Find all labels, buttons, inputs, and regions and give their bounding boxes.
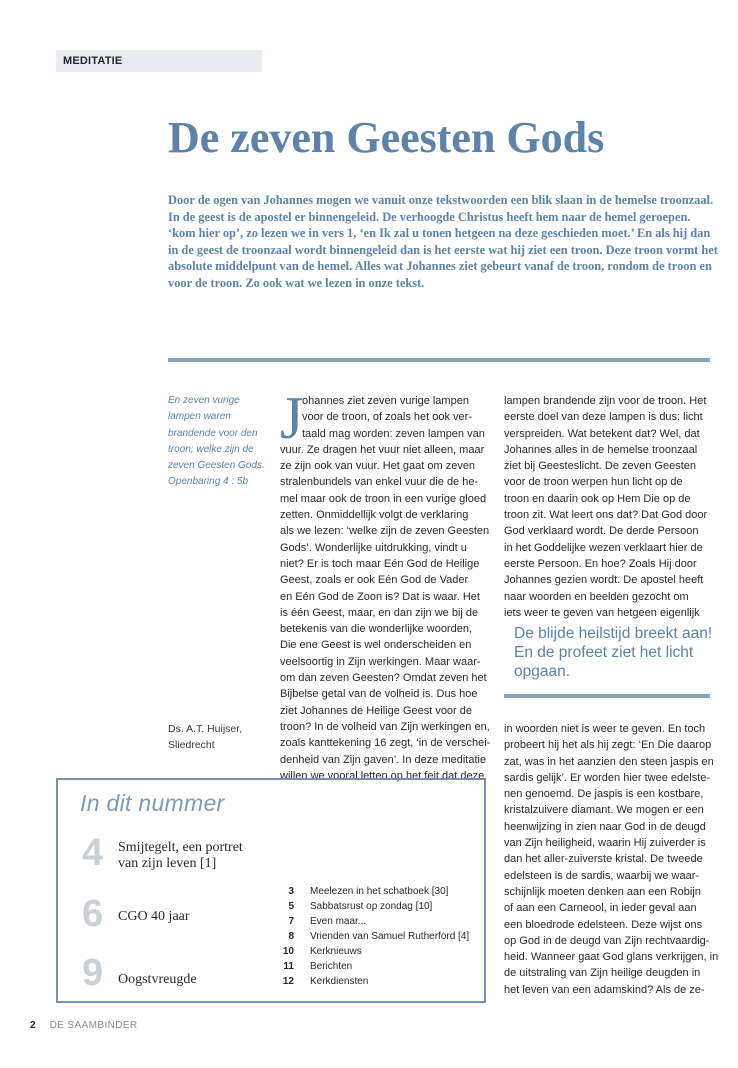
contents-page: 3 bbox=[288, 886, 294, 897]
body-line: Johannes gezien wordt. De apostel heeft bbox=[504, 574, 704, 587]
contents-label: Kerknieuws bbox=[310, 946, 362, 957]
body-line: de uitstraling van Zijn heilige deugden in bbox=[504, 967, 701, 980]
contents-label: Berichten bbox=[310, 961, 353, 972]
body-line: Die ene Geest is wel onderscheiden en bbox=[280, 639, 472, 652]
body-line: veelsoortig in Zijn werkingen. Maar waar- bbox=[280, 655, 481, 668]
body-line: voor de troon werpen hun licht op de bbox=[504, 476, 683, 489]
contents-label: Sabbatsrust op zondag [10] bbox=[310, 901, 433, 912]
body-line: Bijbelse getal van de volheid is. Dus hoe bbox=[280, 688, 478, 701]
pull-quote-divider bbox=[504, 694, 710, 698]
body-line: en Eén God de Zoon is? Dat is waar. Het bbox=[280, 590, 480, 603]
body-line: is één Geest, maar, en dan zijn we bij de bbox=[280, 606, 479, 619]
body-column-1 bbox=[280, 393, 490, 784]
contents-list bbox=[280, 884, 480, 989]
body-line: ze zijn ook van vuur. Het gaat om zeven bbox=[280, 460, 476, 473]
body-line: dan het aller-zuiverste kristal. De tweede bbox=[504, 853, 703, 866]
body-line: nen genoemd. De jaspis is een kostbare, bbox=[504, 788, 704, 801]
body-line: troon? In de volheid van Zijn werkingen en, bbox=[280, 720, 490, 733]
body-line: troon en daarin ook op Hem Die op de bbox=[504, 492, 691, 505]
pull-quote: De blijde heilstijd breekt aan! En de profeet ziet het licht opgaan. bbox=[514, 625, 713, 680]
body-line: eerste Persoon. En hoe? Zoals Hij door bbox=[504, 557, 697, 570]
drop-cap: J bbox=[280, 385, 304, 451]
contents-heading: In dit nummer bbox=[80, 790, 225, 816]
body-line: ziet Johannes de Heilige Geest voor de bbox=[280, 704, 473, 717]
featured-item-line: van zijn leven [1] bbox=[118, 856, 217, 871]
body-line: lampen brandende zijn voor de troon. Het bbox=[504, 395, 707, 407]
contents-page: 12 bbox=[282, 976, 294, 987]
featured-item[interactable] bbox=[118, 909, 190, 925]
body-line: sardis gelijk’. Er worden hier twee edelste- bbox=[504, 771, 711, 784]
body-line: vuur. Ze dragen het vuur niet alleen, maar bbox=[280, 443, 485, 456]
contents-row[interactable] bbox=[280, 884, 480, 899]
body-line: op God in de deugd van Zijn rechtvaardig- bbox=[504, 934, 710, 947]
featured-item-line: Oogstvreugde bbox=[118, 972, 197, 987]
body-line: ziet bij Geesteslicht. De zeven Geesten bbox=[504, 460, 696, 473]
body-line: mel maar ook de troon in een vurige gloed bbox=[280, 492, 487, 505]
body-line: iets weer te geven van hetgeen eigenlijk bbox=[504, 606, 700, 619]
body-line: verspreiden. Wat betekent dat? Wel, dat bbox=[504, 427, 700, 440]
contents-row[interactable] bbox=[280, 899, 480, 914]
contents-box bbox=[56, 778, 486, 1003]
body-line: van Zijn heiligheid, waarin Hij zuiverder is bbox=[504, 837, 706, 850]
body-line: eerste doel van deze lampen is dus: licht bbox=[504, 411, 703, 424]
body-line: niet? Er is toch maar Eén God de Heilige bbox=[280, 557, 480, 570]
featured-item-line: Smijtegelt, een portret bbox=[118, 840, 243, 855]
author-place: Sliedrecht bbox=[168, 739, 215, 752]
contents-row[interactable] bbox=[280, 929, 480, 944]
magazine-name: DE SAAMBINDER bbox=[49, 1020, 138, 1031]
featured-item[interactable] bbox=[118, 840, 243, 872]
body-line: betekenis van die wonderlijke woorden, bbox=[280, 623, 473, 636]
body-line: Geest, zoals er ook Eén God de Vader bbox=[280, 574, 469, 587]
body-line: troon zit. Wat leert ons dat? Dat God door bbox=[504, 509, 708, 522]
featured-page-number: 9 bbox=[82, 952, 104, 994]
body-line: taald mag worden: zeven lampen van bbox=[302, 427, 485, 440]
contents-label: Vrienden van Samuel Rutherford [4] bbox=[310, 931, 470, 942]
body-line: zoals kanttekening 16 zegt, ‘in de verschei- bbox=[280, 737, 491, 750]
contents-page: 7 bbox=[288, 916, 294, 927]
contents-page: 10 bbox=[282, 946, 294, 957]
body-line: probeert hij het als hij zegt: ‘En Die daarop bbox=[504, 739, 712, 752]
page-footer bbox=[30, 1020, 138, 1031]
article-title: De zeven Geesten Gods bbox=[168, 113, 605, 162]
author-name: Ds. A.T. Huijser, bbox=[168, 723, 243, 735]
body-line: om dan zeven Geesten? Omdat zeven het bbox=[280, 672, 487, 685]
section-tag-label: MEDITATIE bbox=[63, 55, 123, 67]
body-line: zat, was in het aanzien den steen jaspis en bbox=[504, 755, 714, 768]
scripture-quote: En zeven vurige lampen waren brandende voor den troon; welke zijn de zeven Geesten Gods. Openbaring 4 : 5b bbox=[168, 395, 265, 488]
body-line: Johannes alles in de hemelse troonzaal bbox=[504, 443, 698, 456]
body-line: stralenbundels van enkel vuur die de he- bbox=[280, 476, 479, 489]
author-credit bbox=[168, 721, 242, 754]
body-line: voor de troon, of zoals het ook ver- bbox=[302, 411, 472, 424]
page-number: 2 bbox=[30, 1020, 36, 1031]
body-line: zetten. Onmiddellijk volgt de verklaring bbox=[280, 509, 469, 522]
body-line: het leven van een adamskind? Als de ze- bbox=[504, 983, 705, 996]
body-line: God verklaard wordt. De derde Persoon bbox=[504, 525, 699, 538]
body-line: een bloedrode edelsteen. Deze wijst ons bbox=[504, 918, 703, 931]
body-column-2-top bbox=[504, 393, 714, 621]
intro-divider bbox=[168, 358, 710, 362]
body-line: of aan een Carneool, in ieder geval aan bbox=[504, 902, 697, 915]
body-line: heenwijzing in zien naar God in de deugd bbox=[504, 820, 706, 833]
contents-page: 8 bbox=[288, 931, 294, 942]
featured-page-number: 4 bbox=[82, 832, 104, 874]
body-line: denheid van Zijn gaven’. In deze meditatie bbox=[280, 753, 487, 766]
contents-page: 5 bbox=[288, 901, 294, 912]
contents-page: 11 bbox=[283, 961, 294, 972]
body-line: als we lezen: ‘welke zijn de zeven Geesten bbox=[280, 525, 490, 538]
body-column-2-bottom bbox=[504, 721, 719, 998]
contents-row[interactable] bbox=[280, 974, 480, 989]
featured-item-line: CGO 40 jaar bbox=[118, 909, 190, 924]
article-intro: Door de ogen van Johannes mogen we vanuit onze tekstwoorden een blik slaan in de hemelse troonzaal. In de geest is de apostel er binnengeleid. De verhoogde Christus heeft hem naar de hemel geroepen. ‘kom hier op’, zo lezen we in vers 1, ‘en Ik zal u tonen hetgeen na deze geschieden moet.’ En als hij dan in de geest de troonzaal wordt binnengeleid dan is het eerste wat hij ziet een troon. Deze troon vormt het absolute middelpunt van de hemel. Alles wat Johannes ziet gebeurt vanaf de troon, rondom de troon en voor de troon. Zo ook wat we lezen in onze tekst. bbox=[168, 193, 718, 290]
section-tag bbox=[56, 50, 262, 72]
contents-label: Kerkdiensten bbox=[310, 976, 369, 987]
body-line: in woorden niet is weer te geven. En toch bbox=[504, 723, 706, 735]
body-line: in het Goddelijke wezen verklaart hier de bbox=[504, 541, 703, 554]
body-line: edelsteen is de sardis, waarbij we waar- bbox=[504, 869, 700, 882]
featured-item[interactable] bbox=[118, 972, 197, 988]
body-line: Gods’. Wonderlijke uitdrukking, vindt u bbox=[280, 541, 467, 554]
contents-label: Meelezen in het schatboek [30] bbox=[310, 886, 449, 897]
contents-row[interactable] bbox=[280, 959, 480, 974]
body-line: ohannes ziet zeven vurige lampen bbox=[302, 395, 469, 407]
body-line: willen we vooral letten op het feit dat deze bbox=[280, 769, 485, 782]
body-line: naar woorden en beelden gezocht om bbox=[504, 590, 689, 603]
contents-label: Even maar... bbox=[310, 916, 367, 927]
featured-page-number: 6 bbox=[82, 893, 104, 935]
contents-row[interactable] bbox=[280, 944, 480, 959]
body-line: heid. Wanneer gaat God glans verkrijgen, in bbox=[504, 951, 719, 964]
contents-row[interactable] bbox=[280, 914, 480, 929]
body-line: schijnlijk moeten denken aan een Robijn bbox=[504, 885, 701, 898]
body-line: kristalzuivere diamant. We mogen er een bbox=[504, 804, 704, 817]
